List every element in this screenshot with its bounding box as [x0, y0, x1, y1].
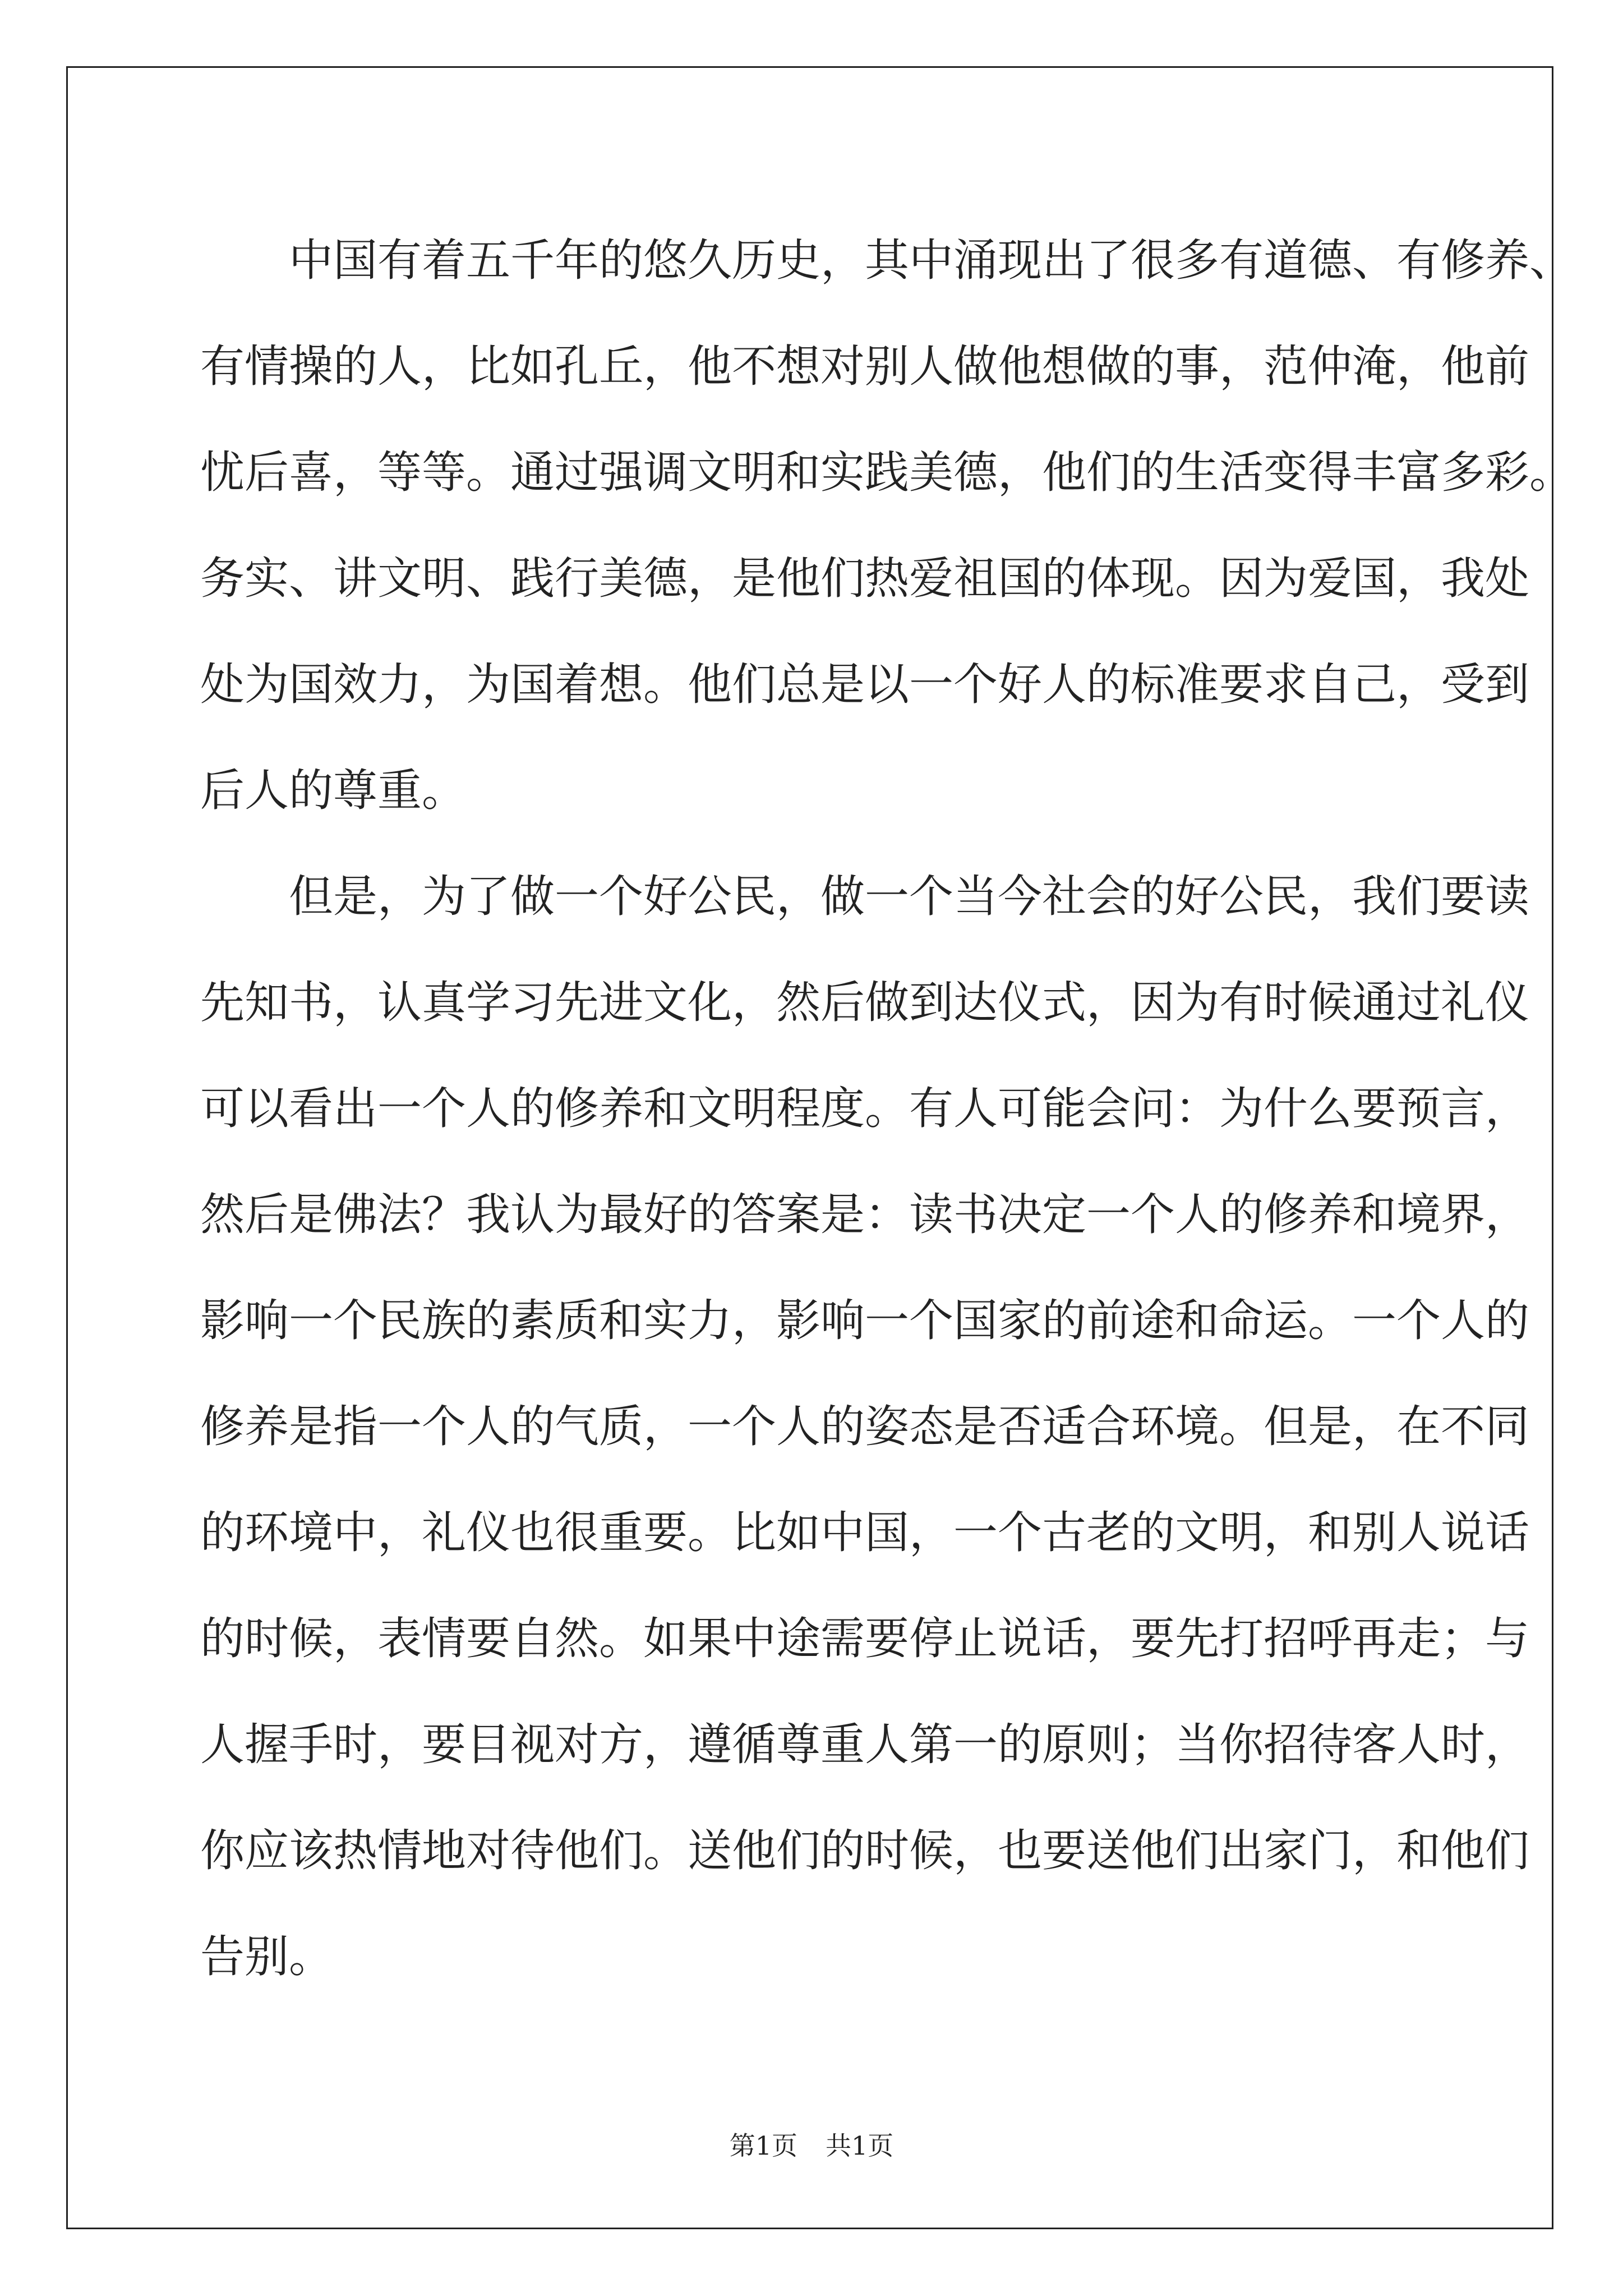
text-line: 修养是指一个人的气质，一个人的姿态是否适合环境。但是，在不同: [200, 1401, 1529, 1452]
text-line: 先知书，认真学习先进文化，然后做到达仪式，因为有时候通过礼仪: [200, 977, 1529, 1028]
document-body: [200, 208, 1574, 2010]
text-line: 中国有着五千年的悠久历史，其中涌现出了很多有道德、有修养、: [200, 234, 1574, 286]
text-line: 可以看出一个人的修养和文明程度。有人可能会问：为什么要预言，: [200, 1083, 1529, 1134]
text-line: 然后是佛法？我认为最好的答案是：读书决定一个人的修养和境界，: [200, 1189, 1529, 1240]
text-line: 的环境中，礼仪也很重要。比如中国，一个古老的文明，和别人说话: [200, 1507, 1529, 1558]
text-line: 务实、讲文明、践行美德，是他们热爱祖国的体现。因为爱国，我处: [200, 553, 1529, 604]
page-footer: [0, 2129, 1623, 2162]
text-line: 你应该热情地对待他们。送他们的时候，也要送他们出家门，和他们: [200, 1825, 1529, 1876]
text-line: 但是，为了做一个好公民，做一个当今社会的好公民，我们要读: [200, 871, 1529, 922]
total-pages: 共1页: [826, 2131, 894, 2161]
text-line: 处为国效力，为国着想。他们总是以一个好人的标准要求自己，受到: [200, 659, 1529, 710]
text-line: 后人的尊重。: [200, 765, 466, 816]
text-line: 告别。: [200, 1931, 333, 1982]
text-line: 忧后喜，等等。通过强调文明和实践美德，他们的生活变得丰富多彩。: [200, 447, 1574, 498]
paragraph-2: [200, 844, 1529, 2010]
text-line: 影响一个民族的素质和实力，影响一个国家的前途和命运。一个人的: [200, 1295, 1529, 1346]
page-number: 第1页: [729, 2131, 797, 2161]
text-line: 的时候，表情要自然。如果中途需要停止说话，要先打招呼再走；与: [200, 1613, 1529, 1664]
text-line: 有情操的人，比如孔丘，他不想对别人做他想做的事，范仲淹，他前: [200, 341, 1529, 392]
text-line: 人握手时，要目视对方，遵循尊重人第一的原则；当你招待客人时，: [200, 1719, 1529, 1770]
paragraph-1: [200, 208, 1574, 844]
